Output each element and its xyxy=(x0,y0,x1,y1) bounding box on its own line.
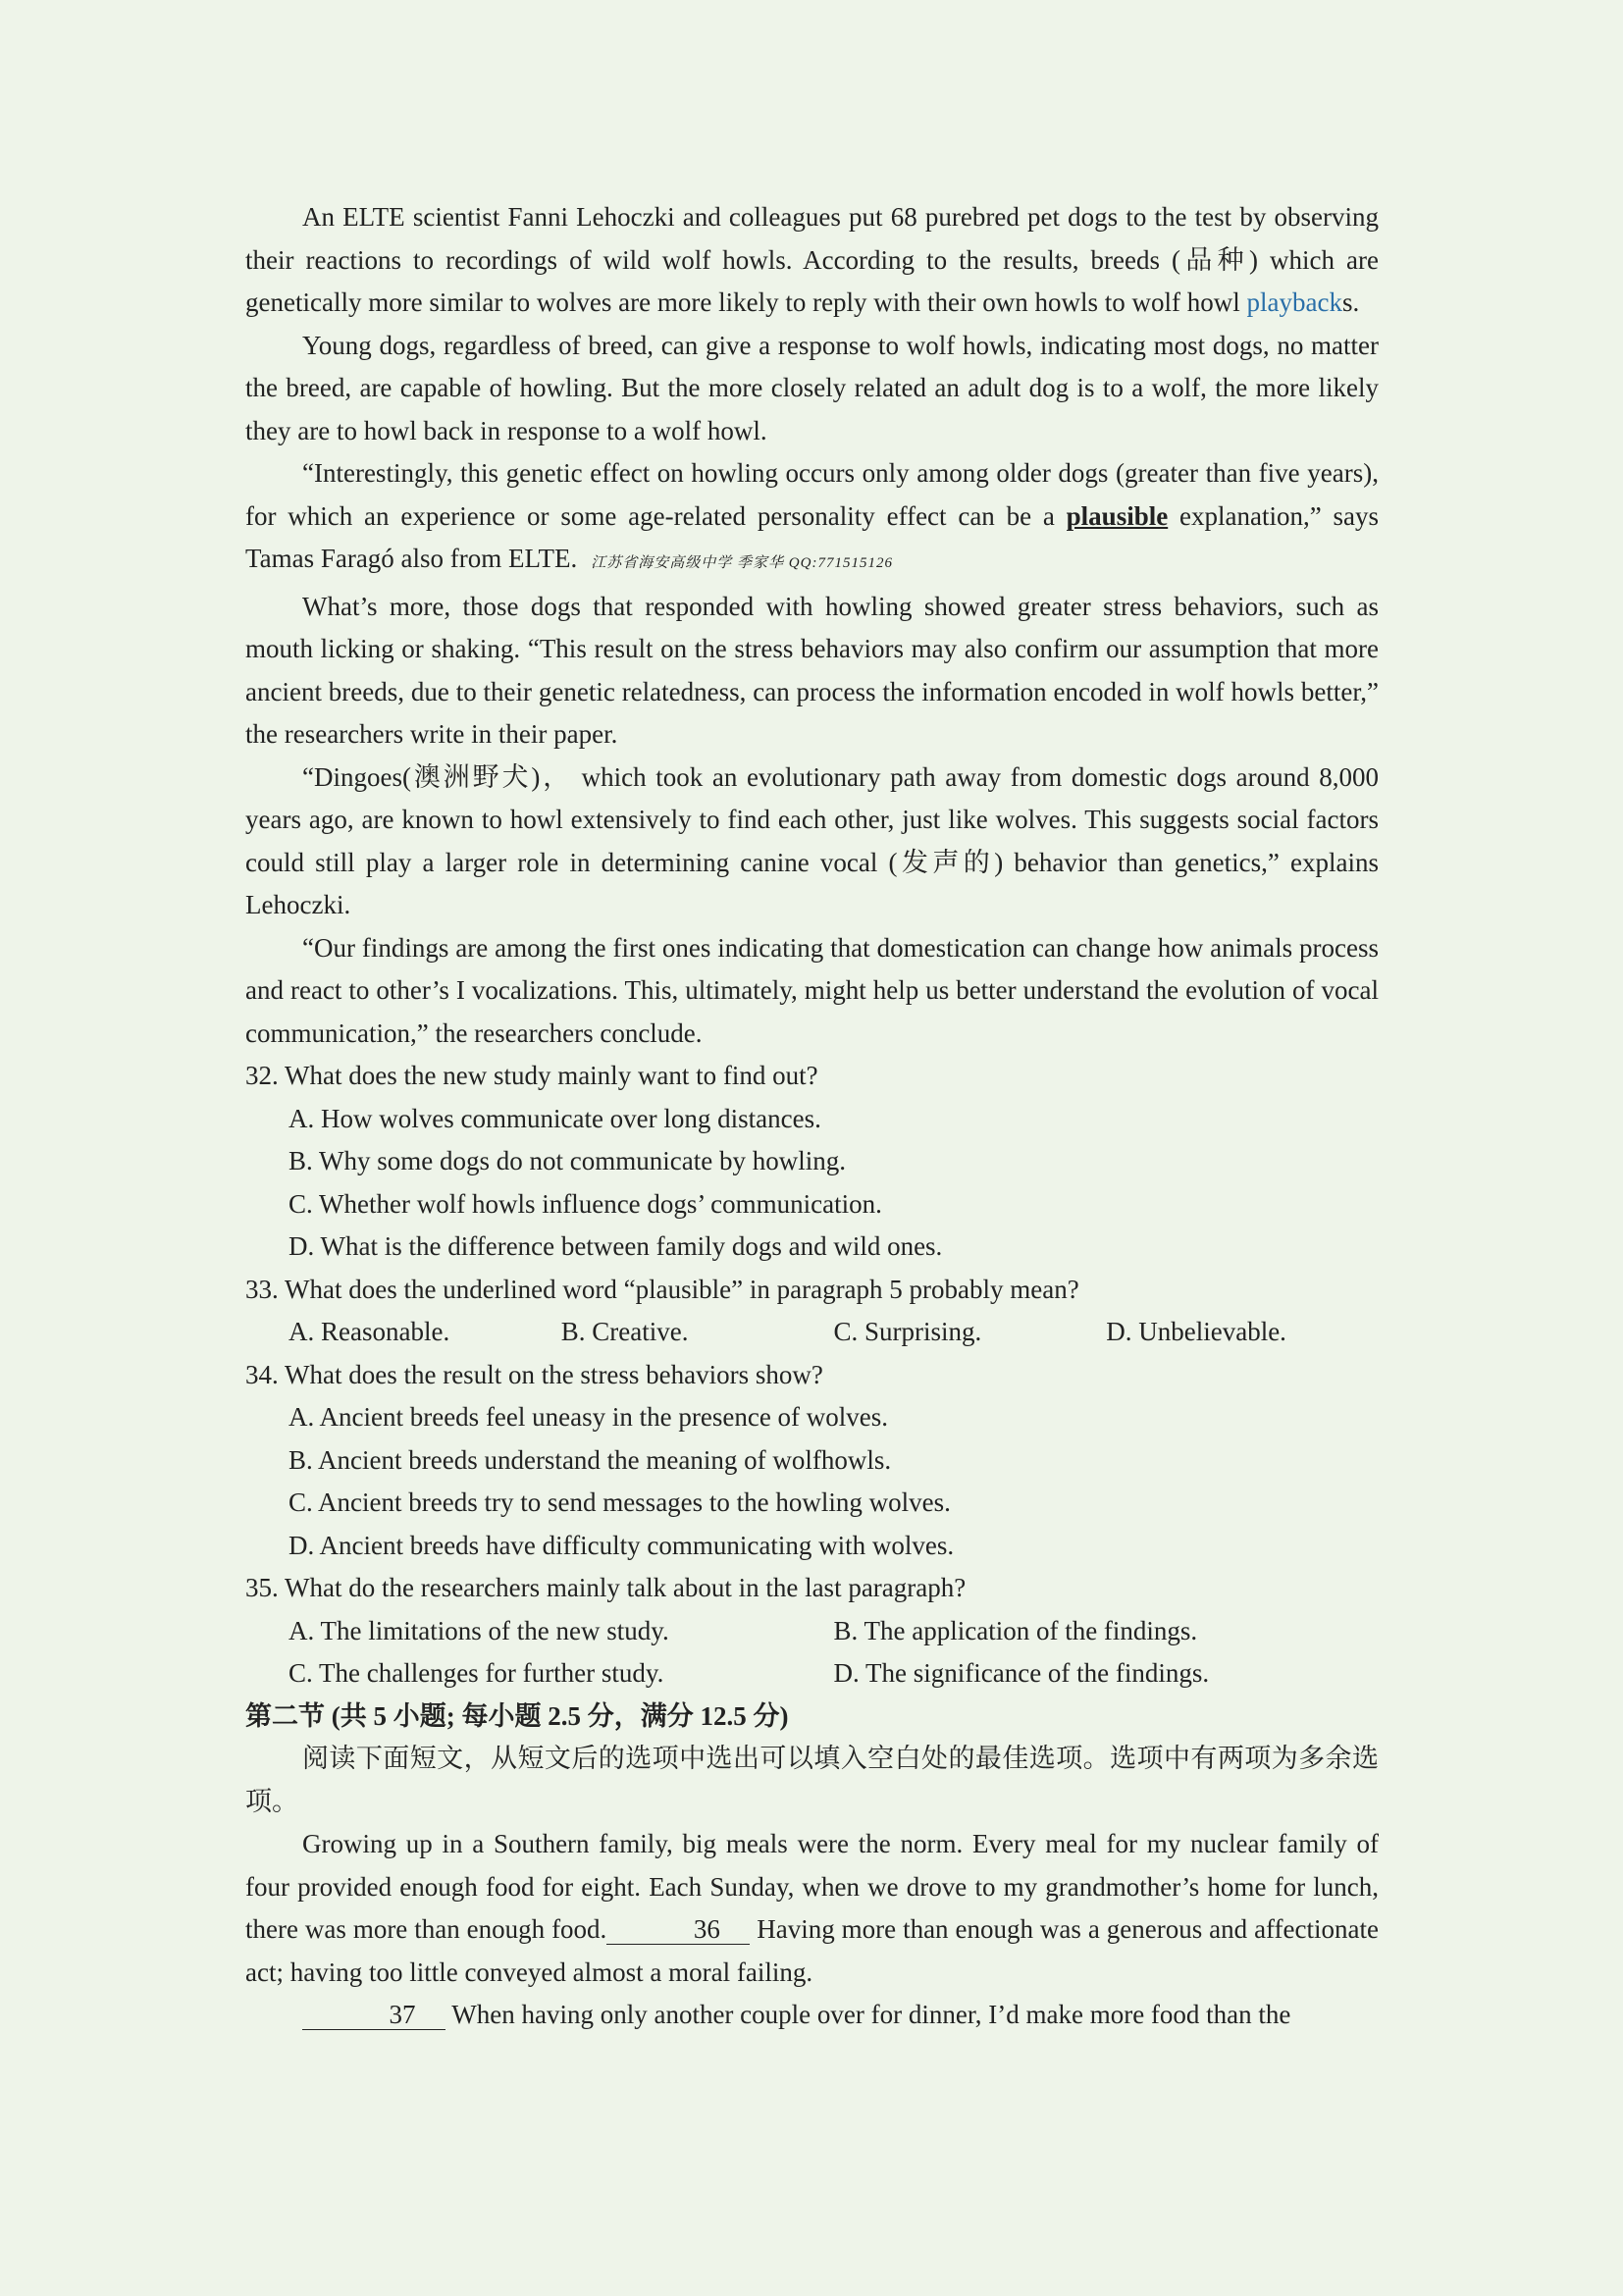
underlined-word: plausible xyxy=(1066,500,1169,531)
blank-36: 36 xyxy=(606,1914,750,1945)
option-35-c: C. The challenges for further study. xyxy=(288,1658,664,1688)
cloze-paragraph-2: 37 When having only another couple over for dinner, I’d make more food than the xyxy=(245,1994,1379,2037)
option-33-d: D. Unbelievable. xyxy=(1106,1317,1286,1346)
cloze-paragraph-1: Growing up in a Southern family, big meals were the norm. Every meal for my nuclear family of four provided enough food for eight. Each Sunday, when we drove to my grandmother’s home for lunch, there was more than enough food. 36 Having more than enough was a generous and affectionate act; having too little conveyed almost a moral failing. xyxy=(245,1829,1379,1987)
section-instructions: 阅读下面短文，从短文后的选项中选出可以填入空白处的最佳选项。选项中有两项为多余选项。 xyxy=(245,1744,1379,1816)
paragraph-3: “Interestingly, this genetic effect on howling occurs only among older dogs (greater than five years), for which an experience or some age-related personality effect can be a plausible explanation,” says Tamas Faragó also from ELTE. 江苏省海安高级中学 季家华 QQ:771515126 xyxy=(245,458,1379,573)
option-34-c: C. Ancient breeds try to send messages to the howling wolves. xyxy=(288,1487,951,1517)
options-35-row1 xyxy=(288,1610,1379,1653)
paragraph-5: “Dingoes(澳洲野犬)， which took an evolutionary path away from domestic dogs around 8,000 years ago, are known to howl extensively to find each other, just like wolves. This suggests social factors could still play a larger role in determining canine vocal (发声的) behavior than genetics,” explains Lehoczki. xyxy=(245,761,1379,919)
option-33-b: B. Creative. xyxy=(560,1317,689,1346)
option-34-b: B. Ancient breeds understand the meaning of wolfhowls. xyxy=(288,1444,892,1475)
option-32-d: D. What is the difference between family dogs and wild ones. xyxy=(288,1231,943,1261)
option-35-a: A. The limitations of the new study. xyxy=(288,1615,669,1645)
paragraph-1: An ELTE scientist Fanni Lehoczki and colleagues put 68 purebred pet dogs to the test by observing their reactions to recordings of wild wolf howls. According to the results, breeds (品种) which are genetically more similar to wolves are more likely to reply with their own howls to wolf howl playbacks. xyxy=(245,202,1379,317)
question-35: 35. What do the researchers mainly talk about in the last paragraph? xyxy=(245,1573,967,1602)
option-33-c: C. Surprising. xyxy=(833,1317,982,1346)
option-35-b: B. The application of the findings. xyxy=(833,1615,1198,1645)
option-32-c: C. Whether wolf howls influence dogs’ communication. xyxy=(288,1188,882,1219)
options-35-row2 xyxy=(288,1652,1379,1696)
paragraph-2: Young dogs, regardless of breed, can give a response to wolf howls, indicating most dogs, no matter the breed, are capable of howling. But the more closely related an adult dog is to a wolf, the more likely they are to howl back in response to a wolf howl. xyxy=(245,330,1379,445)
question-33: 33. What does the underlined word “plausible” in paragraph 5 probably mean? xyxy=(245,1274,1079,1304)
option-32-b: B. Why some dogs do not communicate by howling. xyxy=(288,1146,846,1175)
option-35-d: D. The significance of the findings. xyxy=(833,1658,1210,1688)
option-33-a: A. Reasonable. xyxy=(288,1317,450,1346)
watermark: 江苏省海安高级中学 季家华 QQ:771515126 xyxy=(591,555,893,571)
blank-37: 37 xyxy=(302,2000,445,2030)
paragraph-6: “Our findings are among the first ones indicating that domestication can change how animals process and react to other’s I vocalizations. This, ultimately, might help us better understand the evolution of vocal communication,” the researchers conclude. xyxy=(245,932,1379,1048)
option-34-d: D. Ancient breeds have difficulty communicating with wolves. xyxy=(288,1530,955,1560)
option-32-a: A. How wolves communicate over long distances. xyxy=(288,1103,821,1133)
question-32: 32. What does the new study mainly want to find out? xyxy=(245,1061,818,1090)
reading-passage xyxy=(245,196,1379,2037)
options-33 xyxy=(288,1311,1379,1354)
option-34-a: A. Ancient breeds feel uneasy in the presence of wolves. xyxy=(288,1402,889,1432)
playback-link[interactable]: playback xyxy=(1246,287,1342,317)
question-34: 34. What does the result on the stress behaviors show? xyxy=(245,1359,823,1389)
section-header: 第二节 (共 5 小题; 每小题 2.5 分，满分 12.5 分) xyxy=(245,1700,789,1731)
paragraph-4: What’s more, those dogs that responded with howling showed greater stress behaviors, such as mouth licking or shaking. “This result on the stress behaviors may also confirm our assumption that more ancient breeds, due to their genetic relatedness, can process the information encoded in wolf howls better,” the researchers write in their paper. xyxy=(245,591,1379,749)
